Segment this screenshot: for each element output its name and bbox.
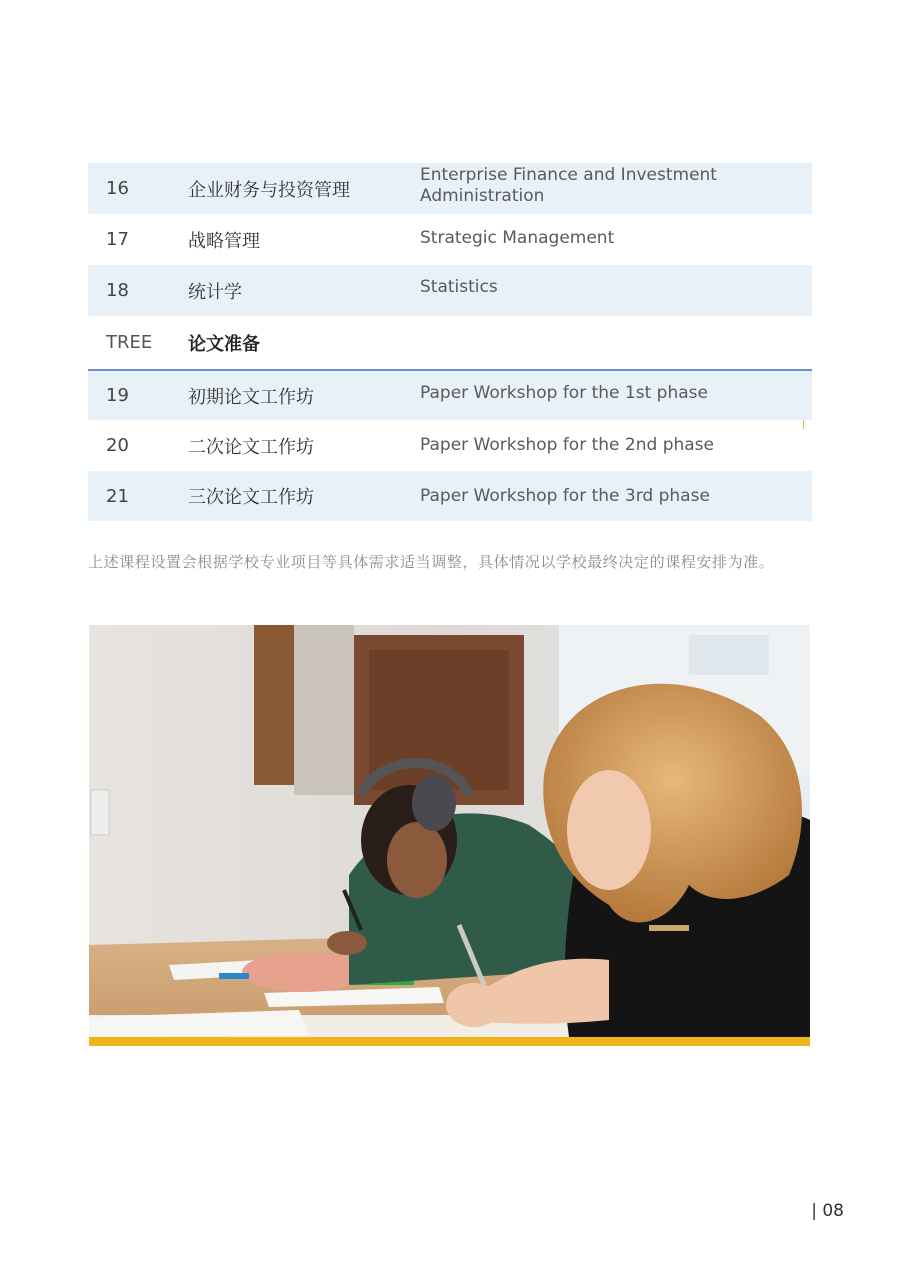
course-name-en-line: Enterprise Finance and Investment xyxy=(420,164,717,185)
course-table xyxy=(88,163,812,521)
course-number: 18 xyxy=(106,280,129,301)
table-row xyxy=(88,371,812,420)
table-row xyxy=(88,163,812,214)
table-row xyxy=(88,471,812,521)
course-number: 17 xyxy=(106,229,129,250)
table-row xyxy=(88,420,812,471)
course-name-cn: 战略管理 xyxy=(188,230,260,252)
course-number: 20 xyxy=(106,435,129,456)
course-name-cn: 三次论文工作坊 xyxy=(188,487,314,508)
course-adjustment-note: 上述课程设置会根据学校专业项目等具体需求适当调整，具体情况以学校最终决定的课程安排为准。 xyxy=(88,553,775,571)
course-name-en xyxy=(420,165,812,207)
course-name-cn: 企业财务与投资管理 xyxy=(188,179,350,201)
course-name-en: Paper Workshop for the 3rd phase xyxy=(420,485,710,506)
course-name-cn: 统计学 xyxy=(188,281,242,303)
course-name-en: Strategic Management xyxy=(420,228,615,248)
table-row xyxy=(88,214,812,265)
course-name-en: Paper Workshop for the 1st phase xyxy=(420,383,708,403)
course-name-cn: 二次论文工作坊 xyxy=(188,436,314,458)
course-name-en: Statistics xyxy=(420,277,498,297)
photo-illustration xyxy=(89,625,810,1037)
course-number: 16 xyxy=(106,178,129,199)
page-number: | 08 xyxy=(811,1201,844,1221)
accent-bar xyxy=(89,1037,810,1046)
table-row xyxy=(88,265,812,316)
students-studying-photo xyxy=(89,625,810,1037)
course-name-en-line: Administration xyxy=(420,185,545,206)
decorative-mark xyxy=(803,420,804,429)
course-name-cn: 初期论文工作坊 xyxy=(188,386,314,408)
section-code: TREE xyxy=(106,332,153,353)
course-number: 19 xyxy=(106,385,129,406)
section-header-row xyxy=(88,316,812,371)
course-name-en: Paper Workshop for the 2nd phase xyxy=(420,435,714,455)
course-number: 21 xyxy=(106,485,129,507)
section-title: 论文准备 xyxy=(188,333,260,355)
